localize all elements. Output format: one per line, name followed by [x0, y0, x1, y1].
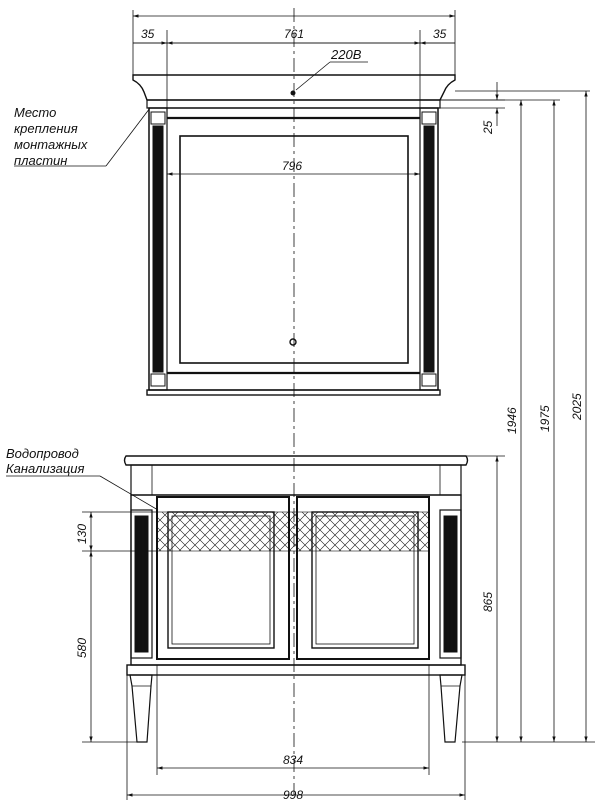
- dim-inner-width: 761: [284, 27, 305, 41]
- right-leg: [440, 675, 462, 742]
- vanity-cabinet: [125, 456, 468, 742]
- dim-total-width: 998: [283, 788, 304, 800]
- dim-left-offset: 35: [141, 27, 155, 41]
- height-dimensions: [440, 91, 595, 742]
- vanity-frieze: [131, 465, 461, 495]
- frame-width-dim: [167, 159, 420, 174]
- dim-frame-width: 796: [282, 159, 303, 173]
- dim-height-1946: 1946: [505, 407, 519, 434]
- mirror-frieze: [147, 100, 440, 108]
- vanity-plinth: [127, 665, 465, 675]
- top-gap-dim: [440, 82, 505, 135]
- power-callout: [296, 47, 368, 90]
- right-pilaster-flute: [424, 126, 434, 372]
- dim-pipe-height: 580: [75, 637, 89, 658]
- dim-pipe-zone: 130: [75, 523, 89, 544]
- left-leg: [130, 675, 152, 742]
- pipes-label-1: Водопровод: [6, 446, 79, 461]
- bottom-dimensions: [127, 665, 465, 800]
- dim-cabinet-height: 865: [481, 591, 495, 612]
- dim-right-offset: 35: [433, 27, 447, 41]
- dim-top-gap: 25: [481, 120, 495, 134]
- mount-label-2: крепления: [14, 121, 78, 136]
- dim-height-1975: 1975: [538, 405, 552, 432]
- power-point: [291, 91, 296, 96]
- dim-body-width: 834: [283, 753, 304, 767]
- left-base: [151, 374, 165, 386]
- pipe-zone-hatch: [157, 512, 429, 551]
- svg-text:Водопровод Канализация: [6, 446, 84, 476]
- power-label: 220В: [331, 47, 362, 62]
- mount-label-3: монтажных: [14, 137, 88, 152]
- mount-label-1: Место: [14, 105, 57, 120]
- dim-height-2025: 2025: [570, 393, 584, 420]
- mount-callout: [14, 105, 150, 168]
- countertop: [125, 456, 468, 465]
- right-base: [422, 374, 436, 386]
- right-capital: [422, 112, 436, 124]
- pipes-label-2: Канализация: [6, 461, 85, 476]
- svg-text:Место крепления мо: [14, 105, 91, 168]
- mirror-shelf: [147, 390, 440, 395]
- left-pilaster-flute: [153, 126, 163, 372]
- left-capital: [151, 112, 165, 124]
- mount-label-4: пластин: [14, 153, 68, 168]
- light-switch: [290, 339, 296, 345]
- mirror-frame: [149, 108, 438, 390]
